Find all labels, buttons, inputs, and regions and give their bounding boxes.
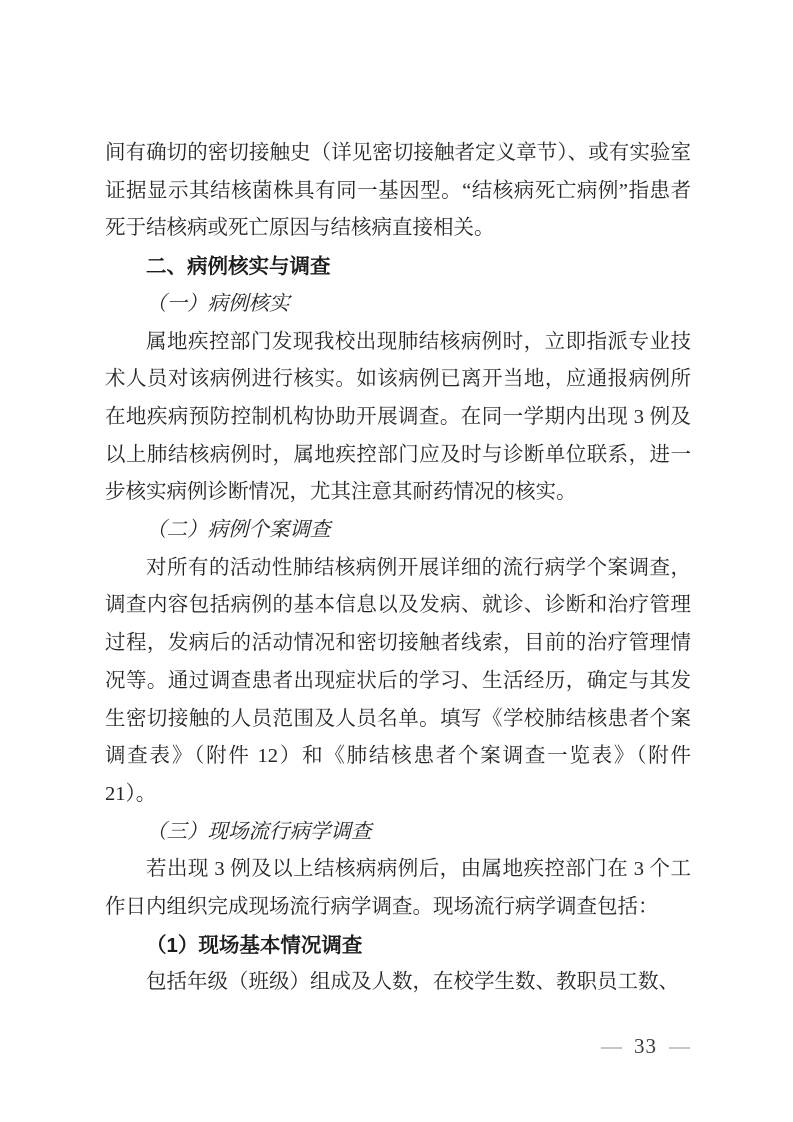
footer-dash-left: — bbox=[601, 1034, 622, 1058]
paragraph: 属地疾控部门发现我校出现肺结核病例时，立即指派专业技术人员对该病例进行核实。如该病例已离开当地，应通报病例所在地疾病预防控制机构协助开展调查。在同一学期内出现 3 例及以上肺结核病例时，属地疾控部门应及时与诊断单位联系，进一步核实病例诊断情况，尤其注意其耐药情况的核实。 bbox=[105, 330, 691, 504]
footer-dash-right: — bbox=[669, 1034, 690, 1058]
paragraph-continuation: 间有确切的密切接触史（详见密切接触者定义章节）、或有实验室证据显示其结核菌株具有同一基因型。“结核病死亡病例”指患者死于结核病或死亡原因与结核病直接相关。 bbox=[105, 142, 691, 240]
document-body bbox=[105, 135, 691, 1002]
page-number: 33 bbox=[634, 1034, 657, 1058]
section-heading: （1）现场基本情况调查 bbox=[146, 933, 363, 957]
section-heading: 二、病例核实与调查 bbox=[146, 255, 331, 279]
subsection-heading: （一）病例核实 bbox=[146, 292, 290, 315]
paragraph: 对所有的活动性肺结核病例开展详细的流行病学个案调查，调查内容包括病例的基本信息以及发病、就诊、诊断和治疗管理过程，发病后的活动情况和密切接触者线索，目前的治疗管理情况等。通过调查患者出现症状后的学习、生活经历，确定与其发生密切接触的人员范围及人员名单。填写《学校肺结核患者个案调查表》（附件 12）和《肺结核患者个案调查一览表》（附件 21）。 bbox=[105, 556, 691, 805]
subsection-heading: （三）现场流行病学调查 bbox=[146, 820, 372, 843]
page-footer bbox=[601, 1034, 690, 1058]
subsection-heading: （二）病例个案调查 bbox=[146, 519, 331, 542]
paragraph: 包括年级（班级）组成及人数，在校学生数、教职员工数、 bbox=[146, 971, 679, 994]
paragraph: 若出现 3 例及以上结核病病例后，由属地疾控部门在 3 个工作日内组织完成现场流行病学调查。现场流行病学调查包括： bbox=[105, 858, 691, 919]
